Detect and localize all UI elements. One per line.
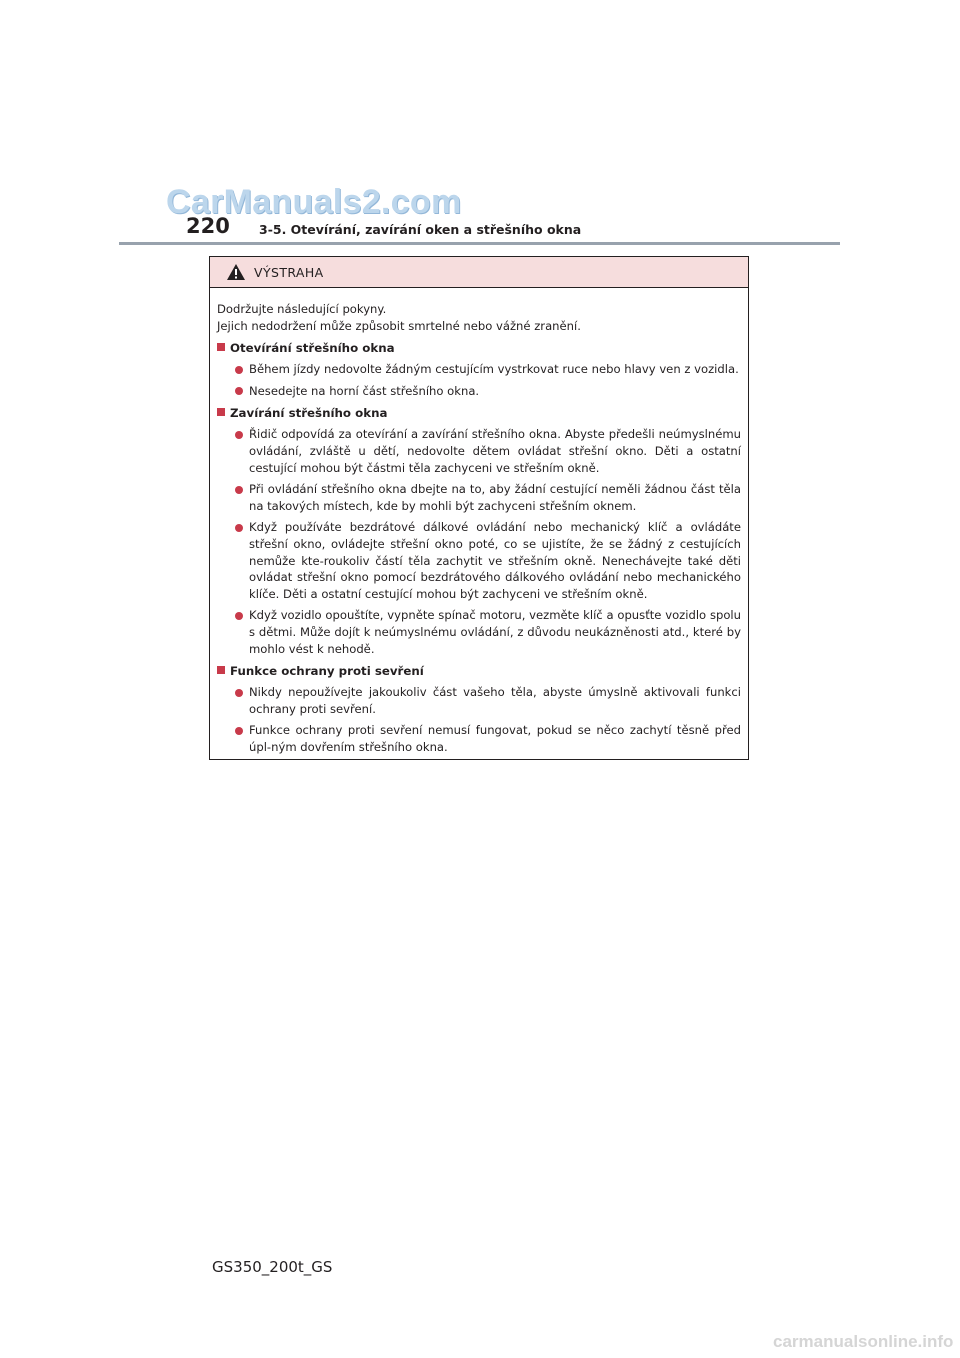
list-item [217, 722, 741, 755]
square-bullet-icon [217, 408, 225, 416]
bullet-dot-icon [235, 387, 243, 395]
list-item [217, 361, 741, 378]
list-item-text: Nikdy nepoužívejte jakoukoliv část vašeho těla, abyste úmyslně aktivovali funkci ochrany proti sevření. [249, 685, 741, 716]
section-heading-text: Zavírání střešního okna [230, 406, 388, 421]
list-item [217, 481, 741, 514]
section-heading-text: Otevírání střešního okna [230, 341, 395, 356]
list-item [217, 607, 741, 657]
list-item [217, 426, 741, 476]
bullet-dot-icon [235, 727, 243, 735]
list-item-text: Když používáte bezdrátové dálkové ovládání nebo mechanický klíč a ovládáte střešní okno, ovládejte střešní okno poté, co se ujistíte, že se žádný z cestujících nemůže kte-roukoliv částí těla zachytit ve střešním okně. Nenechávejte také děti ovládat střešní okno pomocí bezdrátového dálkového ovládání nebo mechanického klíče. Děti a ostatní cestující mohou být zachyceni ve střešním okně. [249, 520, 741, 601]
footer-model-code: GS350_200t_GS [212, 1258, 333, 1276]
bullet-dot-icon [235, 689, 243, 697]
list-item-text: Funkce ochrany proti sevření nemusí fungovat, pokud se něco zachytí těsně před úpl-ným dovřením střešního okna. [249, 723, 741, 754]
warning-header [210, 257, 748, 288]
square-bullet-icon [217, 666, 225, 674]
page-number: 220 [186, 214, 230, 238]
list-item-text: Když vozidlo opouštíte, vypněte spínač motoru, vezměte klíč a opusťte vozidlo spolu s dětmi. Může dojít k neúmyslnému ovládání, z důvodu neukázněnosti atd., které by mohlo vést k nehodě. [249, 608, 741, 656]
list-item-text: Při ovládání střešního okna dbejte na to, aby žádní cestující neměli žádnou část těla na takových místech, kde by mohli být zachyceni střešním oknem. [249, 482, 741, 513]
list-item [217, 684, 741, 717]
bullet-dot-icon [235, 524, 243, 532]
section-heading-text: Funkce ochrany proti sevření [230, 664, 424, 679]
bullet-dot-icon [235, 366, 243, 374]
warning-intro-line: Dodržujte následující pokyny. [217, 302, 387, 316]
warning-title: VÝSTRAHA [254, 264, 324, 280]
list-item [217, 383, 741, 400]
bullet-dot-icon [235, 486, 243, 494]
bullet-dot-icon [235, 612, 243, 620]
section-heading-closing [217, 405, 741, 421]
section-title: 3-5. Otevírání, zavírání oken a střešního okna [259, 222, 582, 237]
watermark-footer: carmanualsonline.info [773, 1332, 954, 1351]
warning-triangle-icon [226, 263, 246, 281]
list-item-text: Řidič odpovídá za otevírání a zavírání střešního okna. Abyste předešli neúmyslnému ovládání, zvláště u dětí, nedovolte dětem ovládat střešní okno. Děti a ostatní cestující mohou být částmi těla zachyceni ve střešním okně. [249, 427, 741, 475]
warning-box [209, 256, 749, 760]
bullet-dot-icon [235, 431, 243, 439]
warning-body [210, 288, 748, 755]
warning-intro-line: Jejich nedodržení může způsobit smrtelné nebo vážné zranění. [217, 318, 581, 333]
list-item [217, 519, 741, 602]
header-divider [119, 242, 840, 245]
section-heading-pinch-protection [217, 663, 741, 679]
list-item-text: Nesedejte na horní část střešního okna. [249, 383, 480, 398]
list-item-text: Během jízdy nedovolte žádným cestujícím vystrkovat ruce nebo hlavy ven z vozidla. [249, 362, 739, 377]
section-heading-opening [217, 340, 741, 356]
square-bullet-icon [217, 343, 225, 351]
watermark-logo: CarManuals2.com [166, 183, 462, 221]
